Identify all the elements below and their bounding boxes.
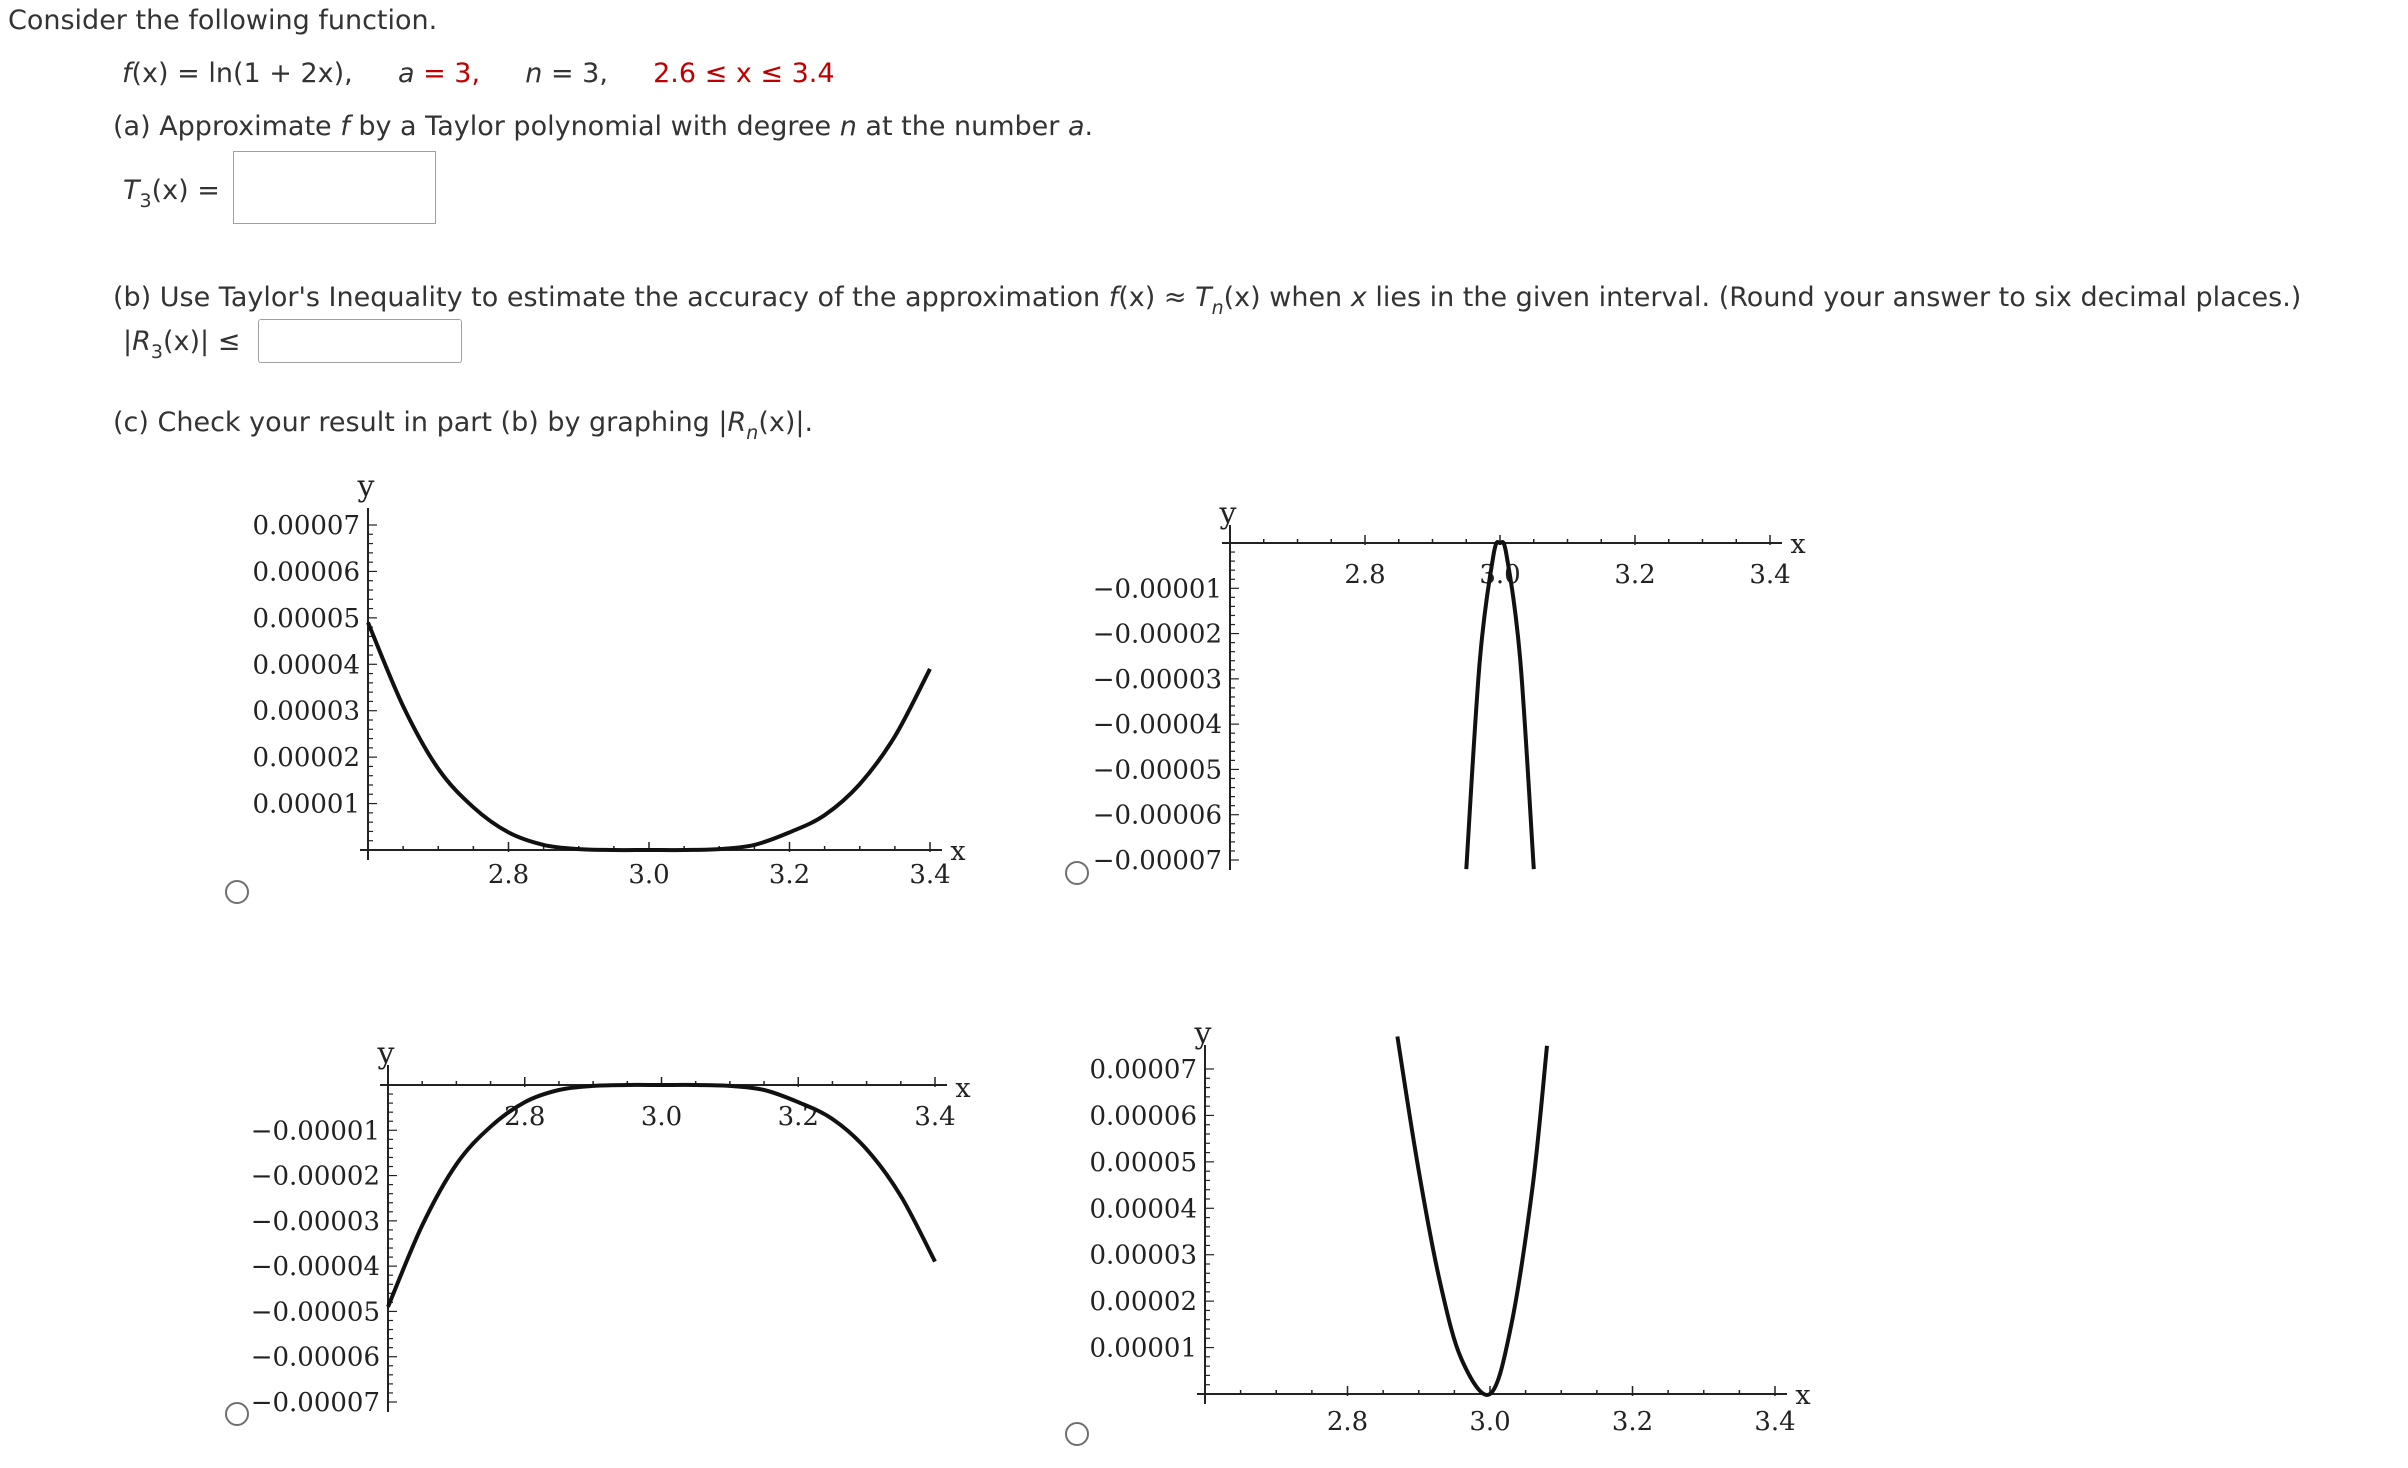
- part-a-text: (a) Approximate: [113, 111, 341, 142]
- a-value: = 3,: [414, 58, 481, 89]
- chart4-y-tick-label: 0.00004: [1089, 1194, 1197, 1225]
- r-rest: (x)| ≤: [162, 326, 241, 357]
- chart1-curve: [368, 623, 930, 851]
- part-a-text-2: by a Taylor polynomial with degree: [349, 111, 840, 142]
- chart4-y-tick-label: 0.00001: [1089, 1333, 1197, 1364]
- chart1-y-tick-label: 0.00007: [252, 511, 360, 541]
- chart1-x-axis-label: x: [950, 836, 966, 867]
- chart4-y-tick-label: 0.00007: [1089, 1055, 1197, 1085]
- chart3-y-tick-label: −0.00006: [250, 1342, 380, 1373]
- chart3-x-tick-label: 2.8: [504, 1102, 546, 1132]
- chart3-y-tick-label: −0.00007: [250, 1388, 380, 1418]
- chart3-y-axis-label: y: [377, 1036, 395, 1071]
- chart1-x-tick-label: 3.0: [628, 860, 670, 890]
- chart2-y-tick-label: −0.00004: [1092, 710, 1222, 741]
- chart1-x-tick-label: 2.8: [487, 860, 530, 890]
- t-subscript: 3: [139, 190, 152, 212]
- part-c-R-sub: n: [746, 422, 759, 444]
- chart1-y-axis-label: y: [357, 469, 375, 504]
- chart1-y-tick-label: 0.00001: [252, 789, 360, 820]
- part-b-Tx: (x): [1223, 282, 1261, 313]
- part-a-text-3: at the number: [856, 111, 1068, 142]
- r-symbol: R: [132, 326, 151, 357]
- chart2-y-axis-label: y: [1219, 496, 1237, 531]
- abs-open: |: [123, 326, 133, 357]
- part-b-text-end: lies in the given interval. (Round your answer to six decimal places.): [1366, 282, 2302, 313]
- part-c-text-end: (x)|.: [758, 407, 814, 438]
- a-symbol: a: [397, 58, 415, 89]
- chart4-y-tick-label: 0.00002: [1089, 1287, 1197, 1318]
- chart2-y-tick-label: −0.00007: [1092, 846, 1222, 876]
- n-value: = 3,: [542, 58, 608, 89]
- chart4-y-tick-label: 0.00005: [1089, 1147, 1197, 1178]
- chart2-y-tick-label: −0.00003: [1092, 664, 1222, 695]
- chart3-y-tick-label: −0.00005: [250, 1297, 380, 1328]
- part-b-when: when: [1260, 282, 1351, 313]
- chart2-y-tick-label: −0.00006: [1092, 800, 1222, 831]
- chart1-y-tick-label: 0.00006: [252, 557, 360, 588]
- chart4-x-tick-label: 2.8: [1326, 1407, 1369, 1437]
- chart2-y-tick-label: −0.00001: [1092, 574, 1222, 605]
- chart1-y-tick-label: 0.00002: [252, 743, 360, 774]
- chart1-y-tick-label: 0.00003: [252, 696, 360, 727]
- chart2-x-tick-label: 3.4: [1749, 560, 1791, 590]
- chart3-y-tick-label: −0.00003: [250, 1206, 380, 1237]
- chart4-y-tick-label: 0.00003: [1089, 1240, 1197, 1271]
- t-rest: (x) =: [151, 175, 220, 206]
- f-symbol: f: [122, 58, 132, 89]
- chart2-y-tick-label: −0.00002: [1092, 619, 1222, 650]
- chart2-curve: [1466, 542, 1534, 869]
- chart3-y-tick-label: −0.00004: [250, 1252, 380, 1283]
- chart4-x-axis-label: x: [1795, 1380, 1811, 1411]
- chart2-x-tick-label: 2.8: [1344, 560, 1386, 590]
- chart4-y-tick-label: 0.00006: [1089, 1101, 1197, 1132]
- n-symbol: n: [525, 58, 543, 89]
- interval: 2.6 ≤ x ≤ 3.4: [653, 58, 835, 89]
- part-c-text: (c) Check your result in part (b) by graphing |: [113, 407, 728, 438]
- chart1-x-tick-label: 3.2: [768, 860, 811, 890]
- chart2-y-tick-label: −0.00005: [1092, 755, 1222, 786]
- chart3-x-tick-label: 3.2: [777, 1102, 819, 1132]
- f-definition: (x) = ln(1 + 2x),: [131, 58, 353, 89]
- chart4-curve: [1397, 1037, 1547, 1395]
- part-b-T: T: [1195, 282, 1212, 313]
- part-c-R: R: [727, 407, 747, 438]
- part-b-approx: (x) ≈: [1118, 282, 1196, 313]
- chart4-x-tick-label: 3.0: [1469, 1407, 1511, 1437]
- part-b-text: (b) Use Taylor's Inequality to estimate the accuracy of the approximation: [113, 282, 1109, 313]
- chart2-x-tick-label: 3.0: [1479, 560, 1521, 590]
- part-a-period: .: [1084, 111, 1094, 142]
- chart2-x-axis-label: x: [1790, 529, 1806, 560]
- chart3-x-tick-label: 3.4: [914, 1102, 956, 1132]
- t-symbol: T: [123, 175, 140, 206]
- part-a-a: a: [1067, 111, 1085, 142]
- chart3-x-tick-label: 3.0: [640, 1102, 683, 1132]
- r-subscript: 3: [150, 341, 163, 363]
- part-b-x: x: [1350, 282, 1367, 313]
- chart1-x-tick-label: 3.4: [909, 860, 951, 890]
- part-b-f: f: [1108, 282, 1119, 313]
- chart4-x-tick-label: 3.4: [1754, 1407, 1796, 1437]
- chart3-y-tick-label: −0.00001: [250, 1116, 380, 1147]
- chart4-x-tick-label: 3.2: [1611, 1407, 1654, 1437]
- chart3-x-axis-label: x: [955, 1073, 971, 1104]
- chart1-y-tick-label: 0.00004: [252, 650, 360, 681]
- part-a-n: n: [839, 111, 857, 142]
- chart1-y-tick-label: 0.00005: [252, 603, 360, 634]
- chart4-y-axis-label: y: [1194, 1016, 1212, 1051]
- chart3-y-tick-label: −0.00002: [250, 1161, 380, 1192]
- part-a-f: f: [340, 111, 350, 142]
- intro-text: Consider the following function.: [8, 5, 438, 36]
- chart2-x-tick-label: 3.2: [1614, 560, 1656, 590]
- part-b-T-sub: n: [1211, 297, 1224, 319]
